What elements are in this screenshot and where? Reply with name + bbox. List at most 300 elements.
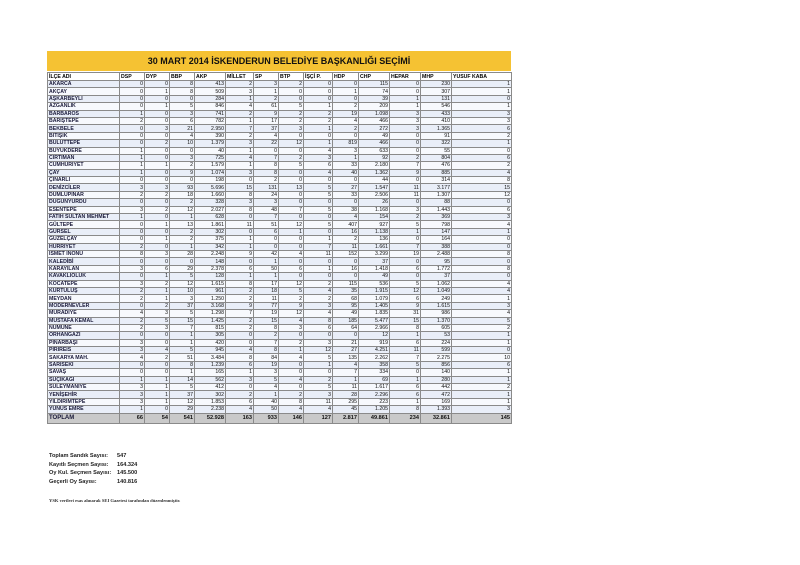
district-name-cell: AŞKARBEYLİ <box>48 95 120 102</box>
column-header: HEPAR <box>390 73 421 81</box>
table-row <box>48 354 512 361</box>
total-value-cell: 52.928 <box>195 413 226 423</box>
vote-count-cell: 8 <box>254 169 279 176</box>
vote-count-cell: 804 <box>421 154 452 161</box>
vote-count-cell: 0 <box>226 177 254 184</box>
vote-count-cell: 6 <box>390 265 421 272</box>
vote-count-cell: 1 <box>145 162 170 169</box>
vote-count-cell: 1.205 <box>359 406 390 413</box>
vote-count-cell: 7 <box>226 310 254 317</box>
district-name-cell: MODERNEVLER <box>48 302 120 309</box>
vote-count-cell: 37 <box>170 302 195 309</box>
vote-count-cell: 10 <box>170 287 195 294</box>
vote-count-cell: 4 <box>333 214 359 221</box>
vote-count-cell: 6 <box>452 361 512 368</box>
vote-count-cell: 198 <box>195 177 226 184</box>
vote-count-cell: 5 <box>304 221 333 228</box>
vote-count-cell: 407 <box>333 221 359 228</box>
vote-count-cell: 0 <box>145 406 170 413</box>
vote-count-cell: 2 <box>279 117 304 124</box>
vote-count-cell: 0 <box>390 369 421 376</box>
table-row <box>48 258 512 265</box>
district-name-cell: BİTİŞİK <box>48 132 120 139</box>
district-name-cell: BEKBELE <box>48 125 120 132</box>
vote-count-cell: 546 <box>421 103 452 110</box>
vote-count-cell: 28 <box>170 250 195 257</box>
vote-count-cell: 12 <box>279 280 304 287</box>
vote-count-cell: 0 <box>120 132 145 139</box>
vote-count-cell: 0 <box>145 258 170 265</box>
table-row <box>48 369 512 376</box>
vote-count-cell: 68 <box>333 295 359 302</box>
table-row <box>48 324 512 331</box>
vote-count-cell: 0 <box>145 199 170 206</box>
vote-count-cell: 249 <box>421 295 452 302</box>
vote-count-cell: 4 <box>304 169 333 176</box>
vote-count-cell: 1 <box>226 162 254 169</box>
vote-count-cell: 165 <box>195 369 226 376</box>
vote-count-cell: 0 <box>279 199 304 206</box>
vote-count-cell: 1 <box>254 273 279 280</box>
vote-count-cell: 4 <box>279 376 304 383</box>
vote-count-cell: 3 <box>170 110 195 117</box>
vote-count-cell: 91 <box>421 132 452 139</box>
vote-count-cell: 856 <box>421 361 452 368</box>
vote-count-cell: 11 <box>226 221 254 228</box>
vote-count-cell: 5 <box>304 206 333 213</box>
vote-count-cell: 4 <box>226 154 254 161</box>
vote-count-cell: 342 <box>195 243 226 250</box>
vote-count-cell: 1.661 <box>359 243 390 250</box>
vote-count-cell: 0 <box>145 110 170 117</box>
vote-count-cell: 0 <box>120 140 145 147</box>
vote-count-cell: 1 <box>452 103 512 110</box>
vote-count-cell: 3 <box>120 206 145 213</box>
table-row <box>48 398 512 405</box>
vote-count-cell: 1 <box>120 376 145 383</box>
vote-count-cell: 0 <box>254 243 279 250</box>
vote-count-cell: 0 <box>279 243 304 250</box>
vote-count-cell: 15 <box>452 184 512 191</box>
table-row <box>48 103 512 110</box>
vote-count-cell: 10 <box>452 354 512 361</box>
vote-count-cell: 2 <box>279 339 304 346</box>
vote-count-cell: 2 <box>170 162 195 169</box>
vote-count-cell: 49 <box>359 273 390 280</box>
vote-count-cell: 0 <box>120 236 145 243</box>
vote-count-cell: 61 <box>254 103 279 110</box>
vote-count-cell: 0 <box>304 88 333 95</box>
district-name-cell: DUMLUPINAR <box>48 191 120 198</box>
vote-count-cell: 2 <box>145 140 170 147</box>
vote-count-cell: 11 <box>390 184 421 191</box>
vote-count-cell: 2.248 <box>195 250 226 257</box>
vote-count-cell: 0 <box>452 199 512 206</box>
vote-count-cell: 8 <box>254 162 279 169</box>
vote-count-cell: 0 <box>120 95 145 102</box>
vote-count-cell: 272 <box>359 125 390 132</box>
district-name-cell: SARISEKİ <box>48 361 120 368</box>
vote-count-cell: 11 <box>304 398 333 405</box>
vote-count-cell: 1.615 <box>195 280 226 287</box>
vote-count-cell: 7 <box>390 354 421 361</box>
vote-count-cell: 37 <box>170 391 195 398</box>
vote-count-cell: 4 <box>304 406 333 413</box>
vote-count-cell: 0 <box>226 258 254 265</box>
vote-count-cell: 305 <box>195 332 226 339</box>
vote-count-cell: 0 <box>226 228 254 235</box>
vote-count-cell: 8 <box>279 398 304 405</box>
vote-count-cell: 1.365 <box>421 125 452 132</box>
vote-count-cell: 0 <box>279 191 304 198</box>
vote-count-cell: 0 <box>145 177 170 184</box>
table-row <box>48 88 512 95</box>
vote-count-cell: 0 <box>145 332 170 339</box>
vote-count-cell: 1 <box>390 228 421 235</box>
vote-count-cell: 1 <box>452 376 512 383</box>
vote-count-cell: 154 <box>359 214 390 221</box>
vote-count-cell: 628 <box>195 214 226 221</box>
vote-count-cell: 140 <box>421 369 452 376</box>
total-value-cell: 933 <box>254 413 279 423</box>
vote-count-cell: 0 <box>120 361 145 368</box>
vote-count-cell: 0 <box>120 258 145 265</box>
source-footnote: YSK verileri esas alınarak SEI Gazetesi tarafından düzenlenmiştir. <box>49 498 181 503</box>
vote-count-cell: 442 <box>421 384 452 391</box>
district-name-cell: CIRTIMAN <box>48 154 120 161</box>
district-name-cell: SUÇIKAĞI <box>48 376 120 383</box>
vote-count-cell: 5 <box>254 376 279 383</box>
vote-count-cell: 0 <box>120 302 145 309</box>
vote-count-cell: 4 <box>254 132 279 139</box>
vote-count-cell: 2 <box>304 110 333 117</box>
vote-count-cell: 3.299 <box>359 250 390 257</box>
vote-count-cell: 2 <box>452 384 512 391</box>
vote-count-cell: 390 <box>195 132 226 139</box>
vote-count-cell: 302 <box>195 391 226 398</box>
vote-count-cell: 26 <box>359 199 390 206</box>
vote-count-cell: 135 <box>333 354 359 361</box>
vote-count-cell: 0 <box>304 228 333 235</box>
vote-count-cell: 3 <box>254 199 279 206</box>
table-row <box>48 280 512 287</box>
table-row <box>48 310 512 317</box>
vote-count-cell: 5 <box>279 287 304 294</box>
table-row <box>48 265 512 272</box>
vote-count-cell: 4 <box>170 132 195 139</box>
vote-count-cell: 961 <box>195 287 226 294</box>
district-name-cell: AKÇAY <box>48 88 120 95</box>
vote-count-cell: 3 <box>226 140 254 147</box>
district-name-cell: AKARCA <box>48 81 120 88</box>
vote-count-cell: 1 <box>145 287 170 294</box>
vote-count-cell: 1 <box>254 391 279 398</box>
vote-count-cell: 42 <box>254 250 279 257</box>
vote-count-cell: 0 <box>390 140 421 147</box>
district-name-cell: PİRİREİS <box>48 347 120 354</box>
vote-count-cell: 12 <box>279 140 304 147</box>
total-value-cell: 2.817 <box>333 413 359 423</box>
column-header: MİLLET <box>226 73 254 81</box>
district-name-cell: BÜYÜKDERE <box>48 147 120 154</box>
vote-count-cell: 1 <box>333 88 359 95</box>
vote-count-cell: 3 <box>452 214 512 221</box>
vote-count-cell: 0 <box>452 147 512 154</box>
column-header: CHP <box>359 73 390 81</box>
vote-count-cell: 5 <box>170 103 195 110</box>
vote-count-cell: 0 <box>145 132 170 139</box>
vote-count-cell: 1 <box>452 398 512 405</box>
vote-count-cell: 2 <box>333 236 359 243</box>
vote-count-cell: 3 <box>254 81 279 88</box>
vote-count-cell: 1 <box>333 154 359 161</box>
vote-count-cell: 2 <box>254 95 279 102</box>
vote-count-cell: 40 <box>254 398 279 405</box>
vote-count-cell: 8 <box>170 81 195 88</box>
vote-count-cell: 8 <box>226 354 254 361</box>
vote-count-cell: 1 <box>145 221 170 228</box>
vote-count-cell: 49 <box>333 310 359 317</box>
vote-count-cell: 6 <box>226 265 254 272</box>
vote-count-cell: 9 <box>226 250 254 257</box>
vote-count-cell: 1.915 <box>359 287 390 294</box>
vote-count-cell: 5 <box>279 162 304 169</box>
vote-count-cell: 5 <box>304 184 333 191</box>
total-value-cell: 32.861 <box>421 413 452 423</box>
vote-count-cell: 8 <box>226 280 254 287</box>
vote-count-cell: 11 <box>333 243 359 250</box>
vote-count-cell: 0 <box>120 88 145 95</box>
vote-count-cell: 69 <box>359 376 390 383</box>
vote-count-cell: 64 <box>333 324 359 331</box>
vote-count-cell: 1 <box>390 398 421 405</box>
vote-count-cell: 209 <box>359 103 390 110</box>
vote-count-cell: 1 <box>452 339 512 346</box>
vote-count-cell: 0 <box>279 361 304 368</box>
vote-count-cell: 50 <box>254 406 279 413</box>
column-header: DSP <box>120 73 145 81</box>
vote-count-cell: 1.362 <box>359 169 390 176</box>
vote-count-cell: 0 <box>120 228 145 235</box>
vote-count-cell: 185 <box>333 317 359 324</box>
vote-count-cell: 0 <box>279 273 304 280</box>
vote-count-cell: 4 <box>226 103 254 110</box>
district-name-cell: ORHANGAZİ <box>48 332 120 339</box>
vote-count-cell: 10 <box>170 140 195 147</box>
vote-count-cell: 4 <box>120 354 145 361</box>
vote-count-cell: 2 <box>226 81 254 88</box>
vote-count-cell: 1.379 <box>195 140 226 147</box>
vote-count-cell: 280 <box>421 376 452 383</box>
district-name-cell: PINARBAŞI <box>48 339 120 346</box>
vote-count-cell: 2 <box>120 191 145 198</box>
district-name-cell: SAVAŞ <box>48 369 120 376</box>
vote-count-cell: 0 <box>304 132 333 139</box>
vote-count-cell: 1.250 <box>195 295 226 302</box>
vote-count-cell: 0 <box>226 214 254 221</box>
vote-count-cell: 40 <box>333 169 359 176</box>
vote-count-cell: 1.370 <box>421 317 452 324</box>
vote-count-cell: 6 <box>254 228 279 235</box>
vote-count-cell: 4 <box>279 250 304 257</box>
vote-count-cell: 4 <box>279 406 304 413</box>
table-row <box>48 376 512 383</box>
vote-count-cell: 2 <box>120 317 145 324</box>
vote-count-cell: 358 <box>359 361 390 368</box>
vote-count-cell: 0 <box>254 236 279 243</box>
vote-count-cell: 88 <box>421 199 452 206</box>
vote-count-cell: 12 <box>304 347 333 354</box>
vote-count-cell: 0 <box>120 332 145 339</box>
district-name-cell: MEYDAN <box>48 295 120 302</box>
vote-count-cell: 14 <box>170 376 195 383</box>
vote-count-cell: 0 <box>304 258 333 265</box>
vote-count-cell: 7 <box>226 125 254 132</box>
vote-count-cell: 2 <box>226 110 254 117</box>
vote-count-cell: 741 <box>195 110 226 117</box>
district-name-cell: ÇAY <box>48 169 120 176</box>
column-header: BBP <box>170 73 195 81</box>
vote-count-cell: 5 <box>390 361 421 368</box>
total-value-cell: 145 <box>452 413 512 423</box>
vote-count-cell: 1 <box>170 214 195 221</box>
vote-count-cell: 93 <box>170 184 195 191</box>
total-value-cell: 541 <box>170 413 195 423</box>
vote-count-cell: 1 <box>145 103 170 110</box>
vote-count-cell: 37 <box>254 125 279 132</box>
vote-count-cell: 131 <box>421 95 452 102</box>
vote-count-cell: 0 <box>279 147 304 154</box>
vote-count-cell: 0 <box>279 88 304 95</box>
vote-count-cell: 17 <box>254 117 279 124</box>
total-value-cell: 54 <box>145 413 170 423</box>
vote-count-cell: 1 <box>254 258 279 265</box>
vote-count-cell: 0 <box>170 95 195 102</box>
vote-count-cell: 48 <box>254 206 279 213</box>
vote-count-cell: 3 <box>452 406 512 413</box>
district-name-cell: İSMET İNÖNÜ <box>48 250 120 257</box>
vote-count-cell: 33 <box>333 162 359 169</box>
vote-count-cell: 21 <box>333 339 359 346</box>
vote-count-cell: 3 <box>145 184 170 191</box>
vote-count-cell: 945 <box>195 347 226 354</box>
vote-count-cell: 4 <box>333 361 359 368</box>
vote-count-cell: 1 <box>279 347 304 354</box>
vote-count-cell: 0 <box>390 236 421 243</box>
table-row <box>48 81 512 88</box>
vote-count-cell: 8 <box>452 177 512 184</box>
vote-count-cell: 15 <box>170 317 195 324</box>
vote-count-cell: 1 <box>145 384 170 391</box>
vote-count-cell: 11 <box>333 384 359 391</box>
vote-count-cell: 7 <box>333 369 359 376</box>
vote-count-cell: 0 <box>333 258 359 265</box>
vote-count-cell: 1 <box>452 81 512 88</box>
vote-count-cell: 13 <box>170 221 195 228</box>
vote-count-cell: 412 <box>195 384 226 391</box>
table-row <box>48 384 512 391</box>
vote-count-cell: 22 <box>254 140 279 147</box>
vote-count-cell: 4 <box>304 310 333 317</box>
vote-count-cell: 7 <box>254 339 279 346</box>
vote-count-cell: 4 <box>452 169 512 176</box>
table-row <box>48 302 512 309</box>
vote-count-cell: 3 <box>145 125 170 132</box>
vote-count-cell: 5.696 <box>195 184 226 191</box>
vote-count-cell: 1.405 <box>359 302 390 309</box>
vote-count-cell: 0 <box>390 177 421 184</box>
vote-count-cell: 0 <box>279 258 304 265</box>
vote-count-cell: 152 <box>333 250 359 257</box>
vote-count-cell: 2 <box>145 280 170 287</box>
table-row <box>48 206 512 213</box>
vote-count-cell: 6 <box>226 361 254 368</box>
vote-count-cell: 0 <box>452 258 512 265</box>
vote-count-cell: 0 <box>145 117 170 124</box>
table-row <box>48 125 512 132</box>
vote-count-cell: 0 <box>145 169 170 176</box>
vote-count-cell: 1 <box>226 236 254 243</box>
vote-count-cell: 37 <box>421 273 452 280</box>
vote-count-cell: 1.049 <box>421 287 452 294</box>
district-name-cell: YENİŞEHİR <box>48 391 120 398</box>
district-name-cell: KURTULUŞ <box>48 287 120 294</box>
vote-count-cell: 3 <box>120 384 145 391</box>
vote-count-cell: 1 <box>452 228 512 235</box>
vote-count-cell: 0 <box>333 332 359 339</box>
table-row <box>48 317 512 324</box>
district-name-cell: CUMHURİYET <box>48 162 120 169</box>
vote-count-cell: 0 <box>452 243 512 250</box>
vote-count-cell: 223 <box>359 398 390 405</box>
district-name-cell: ÇINARLI <box>48 177 120 184</box>
vote-count-cell: 846 <box>195 103 226 110</box>
vote-count-cell: 1 <box>226 95 254 102</box>
vote-count-cell: 2 <box>226 391 254 398</box>
table-row <box>48 295 512 302</box>
vote-count-cell: 1 <box>226 243 254 250</box>
district-name-cell: FATİH SULTAN MEHMET <box>48 214 120 221</box>
vote-count-cell: 0 <box>145 369 170 376</box>
total-row <box>48 413 512 423</box>
vote-count-cell: 919 <box>359 339 390 346</box>
vote-count-cell: 1 <box>452 391 512 398</box>
vote-count-cell: 8 <box>304 317 333 324</box>
vote-count-cell: 3 <box>452 117 512 124</box>
vote-count-cell: 28 <box>333 391 359 398</box>
vote-count-cell: 3 <box>390 117 421 124</box>
vote-count-cell: 1 <box>333 376 359 383</box>
district-name-cell: GÜZELÇAY <box>48 236 120 243</box>
vote-count-cell: 509 <box>195 88 226 95</box>
vote-count-cell: 2 <box>452 132 512 139</box>
table-body <box>48 81 512 414</box>
vote-count-cell: 2 <box>279 110 304 117</box>
table-row <box>48 228 512 235</box>
vote-count-cell: 2.027 <box>195 206 226 213</box>
vote-count-cell: 0 <box>390 258 421 265</box>
vote-count-cell: 49 <box>359 132 390 139</box>
vote-count-cell: 0 <box>304 369 333 376</box>
vote-count-cell: 4 <box>254 384 279 391</box>
vote-count-cell: 0 <box>279 332 304 339</box>
vote-count-cell: 2 <box>170 199 195 206</box>
vote-count-cell: 0 <box>145 154 170 161</box>
vote-count-cell: 12 <box>170 280 195 287</box>
vote-count-cell: 1.307 <box>421 191 452 198</box>
vote-count-cell: 1 <box>304 140 333 147</box>
vote-count-cell: 2 <box>254 177 279 184</box>
